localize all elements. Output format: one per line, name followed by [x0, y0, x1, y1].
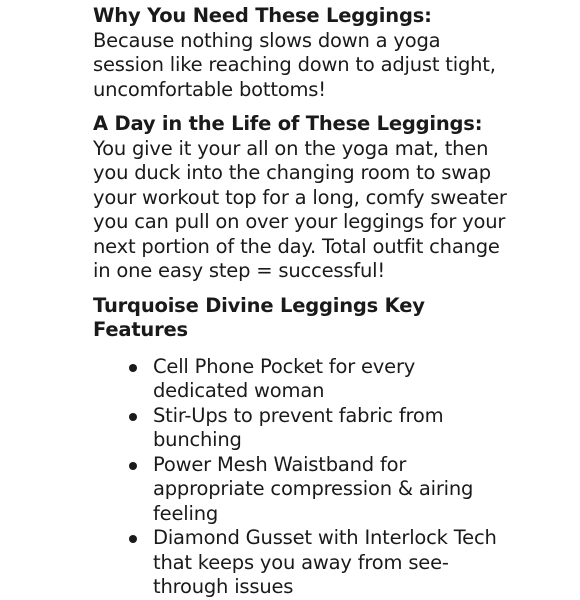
features-heading: Turquoise Divine Leggings Key Features: [93, 293, 425, 341]
feature-text: Cell Phone Pocket for every dedicated woman: [153, 354, 416, 402]
bullet-icon: [129, 462, 137, 470]
feature-item: [153, 355, 513, 404]
why-paragraph: [93, 4, 513, 102]
feature-item: [153, 526, 513, 600]
feature-text: Stir-Ups to prevent fabric from bunching: [153, 403, 444, 451]
day-in-life-body: You give it your all on the yoga mat, then you duck into the changing room to swap your workout top for a long, comfy sweater you can pull on over your leggings for your next portion of the day. Total outfit change in one easy step = successful!: [93, 136, 507, 282]
bullet-icon: [129, 364, 137, 372]
product-description: [93, 4, 513, 600]
why-body: Because nothing slows down a yoga session like reaching down to adjust tight, uncomfortable bottoms!: [93, 28, 496, 101]
feature-text: Diamond Gusset with Interlock Tech that keeps you away from see-through issues: [153, 526, 497, 598]
day-in-life-heading: A Day in the Life of These Leggings:: [93, 112, 483, 135]
feature-item: [153, 453, 513, 527]
features-list: [93, 355, 513, 600]
bullet-icon: [129, 535, 137, 543]
day-in-life-paragraph: [93, 112, 513, 284]
bullet-icon: [129, 413, 137, 421]
feature-text: Power Mesh Waistband for appropriate compression & airing feeling: [153, 452, 474, 525]
why-heading: Why You Need These Leggings:: [93, 4, 432, 27]
feature-item: [153, 404, 513, 453]
